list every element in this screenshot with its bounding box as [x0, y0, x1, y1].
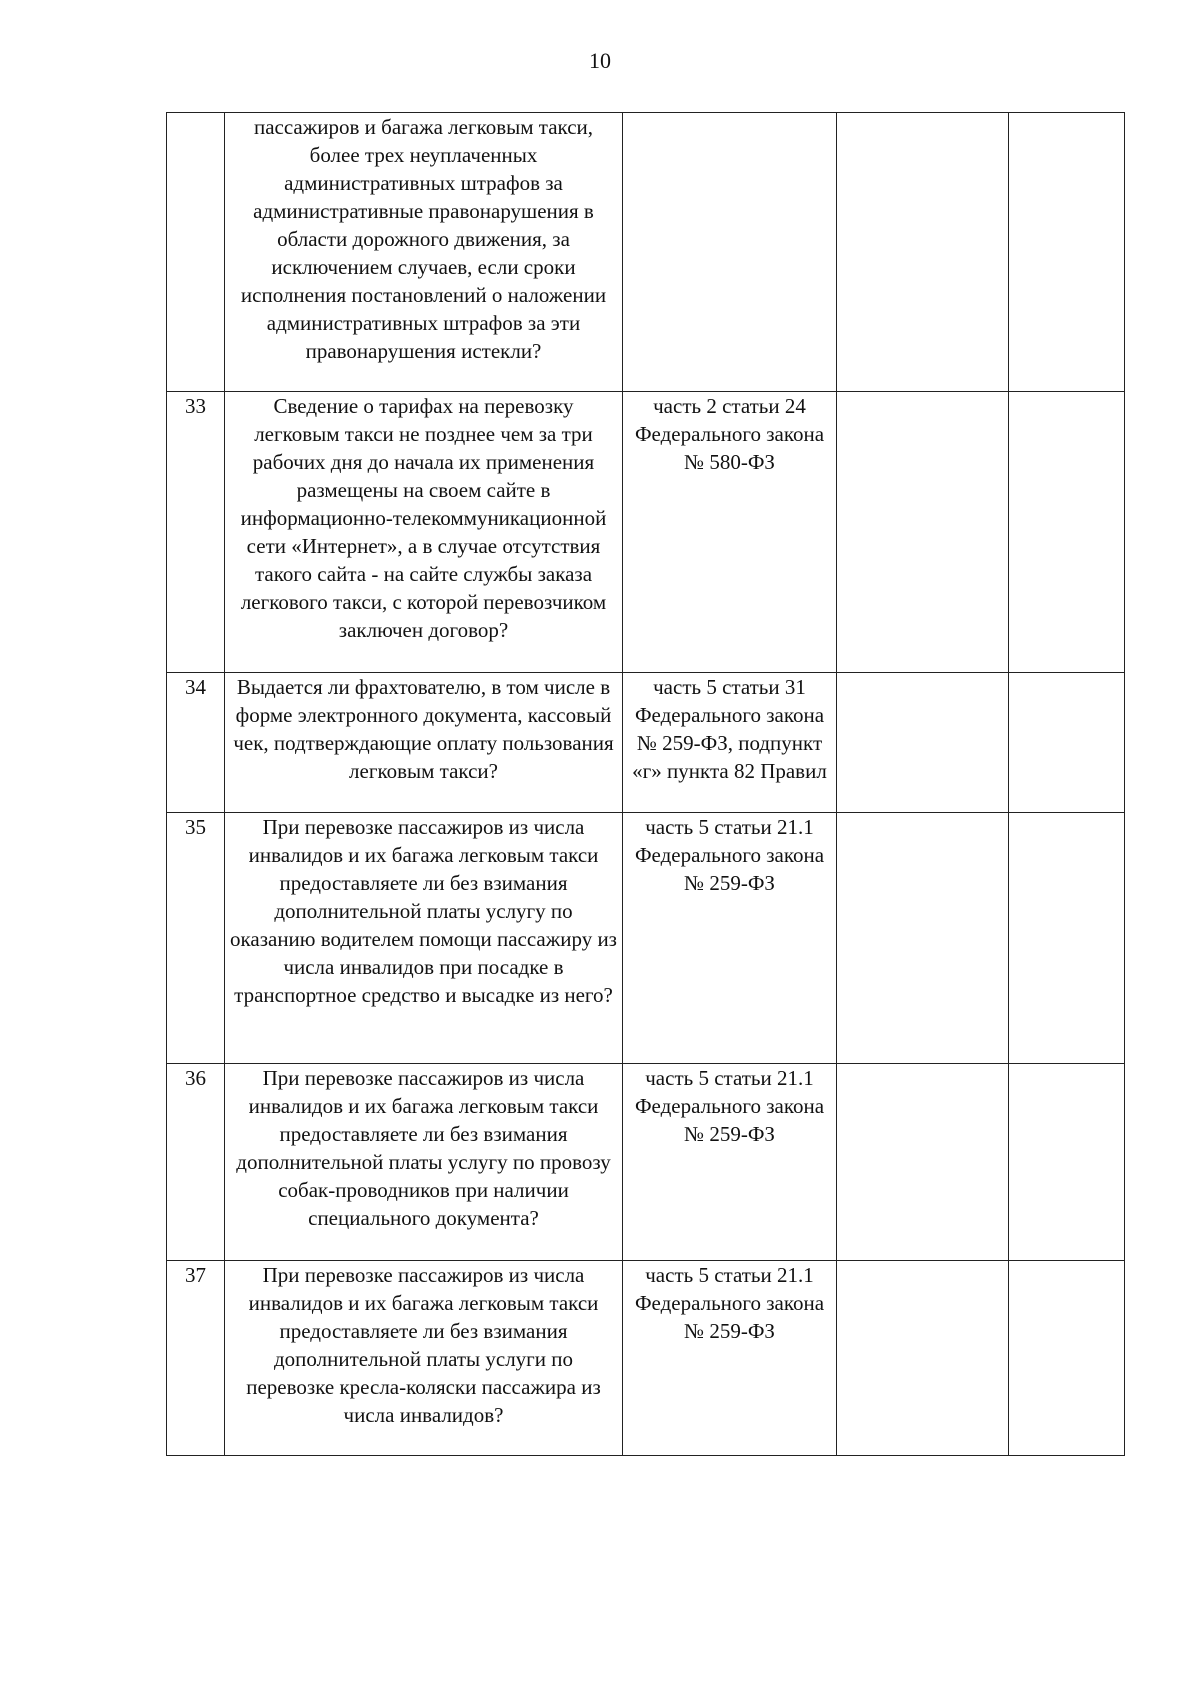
row-number: 36	[167, 1064, 225, 1261]
table-row	[167, 113, 1125, 392]
question-cell: При перевозке пассажиров из числа инвалидов и их багажа легковым такси предоставляете ли без взимания дополнительной платы услуги по перевозке кресла-коляски пассажира из числа инвалидов?	[225, 1261, 623, 1456]
answer-cell	[837, 673, 1009, 813]
row-number	[167, 113, 225, 392]
question-cell: При перевозке пассажиров из числа инвалидов и их багажа легковым такси предоставляете ли без взимания дополнительной платы услугу по оказанию водителем помощи пассажиру из числа инвалидов при посадке в транспортное средство и высадке из него?	[225, 813, 623, 1064]
row-number: 37	[167, 1261, 225, 1456]
law-reference-cell: часть 2 статьи 24 Федерального закона № 580-ФЗ	[623, 392, 837, 673]
table-row	[167, 392, 1125, 673]
page-number: 10	[589, 48, 611, 73]
note-cell	[1009, 673, 1125, 813]
row-number: 34	[167, 673, 225, 813]
table-row	[167, 813, 1125, 1064]
row-number: 33	[167, 392, 225, 673]
note-cell	[1009, 1261, 1125, 1456]
table-row	[167, 673, 1125, 813]
row-number: 35	[167, 813, 225, 1064]
answer-cell	[837, 392, 1009, 673]
law-reference-cell	[623, 113, 837, 392]
law-reference-cell: часть 5 статьи 21.1 Федерального закона № 259-ФЗ	[623, 1064, 837, 1261]
answer-cell	[837, 1261, 1009, 1456]
law-reference-cell: часть 5 статьи 21.1 Федерального закона № 259-ФЗ	[623, 1261, 837, 1456]
answer-cell	[837, 813, 1009, 1064]
checklist-table	[166, 112, 1125, 1456]
question-cell: При перевозке пассажиров из числа инвалидов и их багажа легковым такси предоставляете ли без взимания дополнительной платы услугу по провозу собак-проводников при наличии специального документа?	[225, 1064, 623, 1261]
note-cell	[1009, 813, 1125, 1064]
table-row	[167, 1261, 1125, 1456]
question-cell: Выдается ли фрахтователю, в том числе в форме электронного документа, кассовый чек, подтверждающие оплату пользования легковым такси?	[225, 673, 623, 813]
note-cell	[1009, 1064, 1125, 1261]
table-row	[167, 1064, 1125, 1261]
question-cell: пассажиров и багажа легковым такси, более трех неуплаченных административных штрафов за административные правонарушения в области дорожного движения, за исключением случаев, если сроки исполнения постановлений о наложении административных штрафов за эти правонарушения истекли?	[225, 113, 623, 392]
answer-cell	[837, 1064, 1009, 1261]
law-reference-cell: часть 5 статьи 21.1 Федерального закона № 259-ФЗ	[623, 813, 837, 1064]
note-cell	[1009, 113, 1125, 392]
answer-cell	[837, 113, 1009, 392]
note-cell	[1009, 392, 1125, 673]
question-cell: Сведение о тарифах на перевозку легковым такси не позднее чем за три рабочих дня до начала их применения размещены на своем сайте в информационно-телекоммуникационной сети «Интернет», а в случае отсутствия такого сайта - на сайте службы заказа легкового такси, с которой перевозчиком заключен договор?	[225, 392, 623, 673]
law-reference-cell: часть 5 статьи 31 Федерального закона № 259-ФЗ, подпункт «г» пункта 82 Правил	[623, 673, 837, 813]
